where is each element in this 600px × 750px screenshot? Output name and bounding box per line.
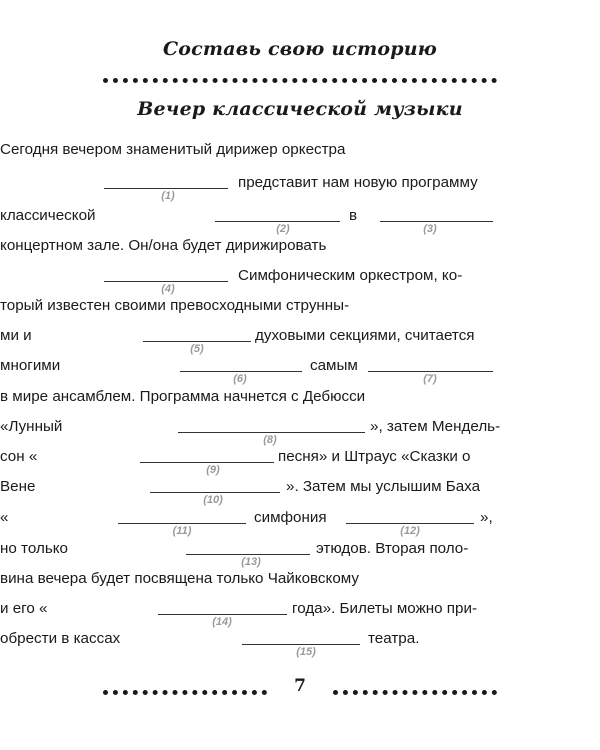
fill-in-blank[interactable] — [380, 221, 493, 222]
story-text-segment: самым — [310, 357, 358, 374]
story-text-segment: », — [480, 509, 493, 526]
story-text-segment: «Лунный — [0, 418, 63, 435]
story-text-segment: классической — [0, 207, 96, 224]
story-text-segment: многими — [0, 357, 61, 374]
fill-in-blank[interactable] — [242, 644, 360, 645]
story-text-segment: вина вечера будет посвящена только Чайковскому — [0, 570, 359, 587]
blank-number-label: (12) — [400, 525, 420, 537]
blank-number-label: (1) — [161, 190, 175, 202]
blank-number-label: (9) — [206, 464, 220, 476]
fill-in-blank[interactable] — [158, 614, 287, 615]
story-text-segment: этюдов. Вторая поло- — [316, 540, 469, 557]
story-text-segment: сон « — [0, 448, 38, 465]
blank-number-label: (8) — [263, 434, 277, 446]
story-title: Вечер классической музыки — [137, 98, 463, 120]
story-text-segment: « — [0, 509, 9, 526]
story-text-segment: духовыми секциями, считается — [255, 327, 475, 344]
fill-in-blank[interactable] — [150, 492, 280, 493]
blank-number-label: (11) — [172, 525, 192, 537]
story-text-segment: Сегодня вечером знаменитый дирижер оркестра — [0, 141, 346, 158]
blank-number-label: (5) — [190, 343, 204, 355]
story-text-segment: симфония — [254, 509, 327, 526]
bottom-dotted-divider-right — [333, 690, 497, 695]
fill-in-blank[interactable] — [215, 221, 340, 222]
blank-number-label: (7) — [423, 373, 437, 385]
blank-number-label: (10) — [203, 494, 223, 506]
fill-in-blank[interactable] — [104, 281, 228, 282]
fill-in-blank[interactable] — [178, 432, 365, 433]
blank-number-label: (4) — [161, 283, 175, 295]
story-text-segment: обрести в кассах — [0, 630, 121, 647]
story-text-segment: театра. — [368, 630, 420, 647]
blank-number-label: (14) — [212, 616, 232, 628]
story-text-segment: и его « — [0, 600, 48, 617]
blank-number-label: (13) — [241, 556, 261, 568]
blank-number-label: (15) — [296, 646, 316, 658]
fill-in-blank[interactable] — [180, 371, 302, 372]
story-text-segment: в мире ансамблем. Программа начнется с Дебюсси — [0, 388, 366, 405]
fill-in-blank[interactable] — [104, 188, 228, 189]
blank-number-label: (2) — [276, 223, 290, 235]
story-text-segment: в — [349, 207, 358, 224]
story-text-segment: года». Билеты можно при- — [292, 600, 478, 617]
fill-in-blank[interactable] — [143, 341, 251, 342]
story-text-segment: Симфоническим оркестром, ко- — [238, 267, 463, 284]
fill-in-blank[interactable] — [140, 462, 274, 463]
story-text-segment: песня» и Штраус «Сказки о — [278, 448, 471, 465]
story-text-segment: но только — [0, 540, 68, 557]
story-text-segment: торый известен своими превосходными струнны- — [0, 297, 350, 314]
fill-in-blank[interactable] — [118, 523, 246, 524]
story-text-segment: ми и — [0, 327, 32, 344]
top-dotted-divider — [103, 78, 497, 83]
story-text-segment: представит нам новую программу — [238, 174, 478, 191]
blank-number-label: (3) — [423, 223, 437, 235]
fill-in-blank[interactable] — [368, 371, 493, 372]
fill-in-blank[interactable] — [186, 554, 310, 555]
story-text-segment: ». Затем мы услышим Баха — [286, 478, 481, 495]
story-text-segment: концертном зале. Он/она будет дирижировать — [0, 237, 327, 254]
fill-in-blank[interactable] — [346, 523, 474, 524]
blank-number-label: (6) — [233, 373, 247, 385]
story-text-segment: Вене — [0, 478, 36, 495]
page-number: 7 — [294, 676, 306, 696]
page-title: Составь свою историю — [162, 38, 438, 60]
story-text-segment: », затем Мендель- — [370, 418, 501, 435]
